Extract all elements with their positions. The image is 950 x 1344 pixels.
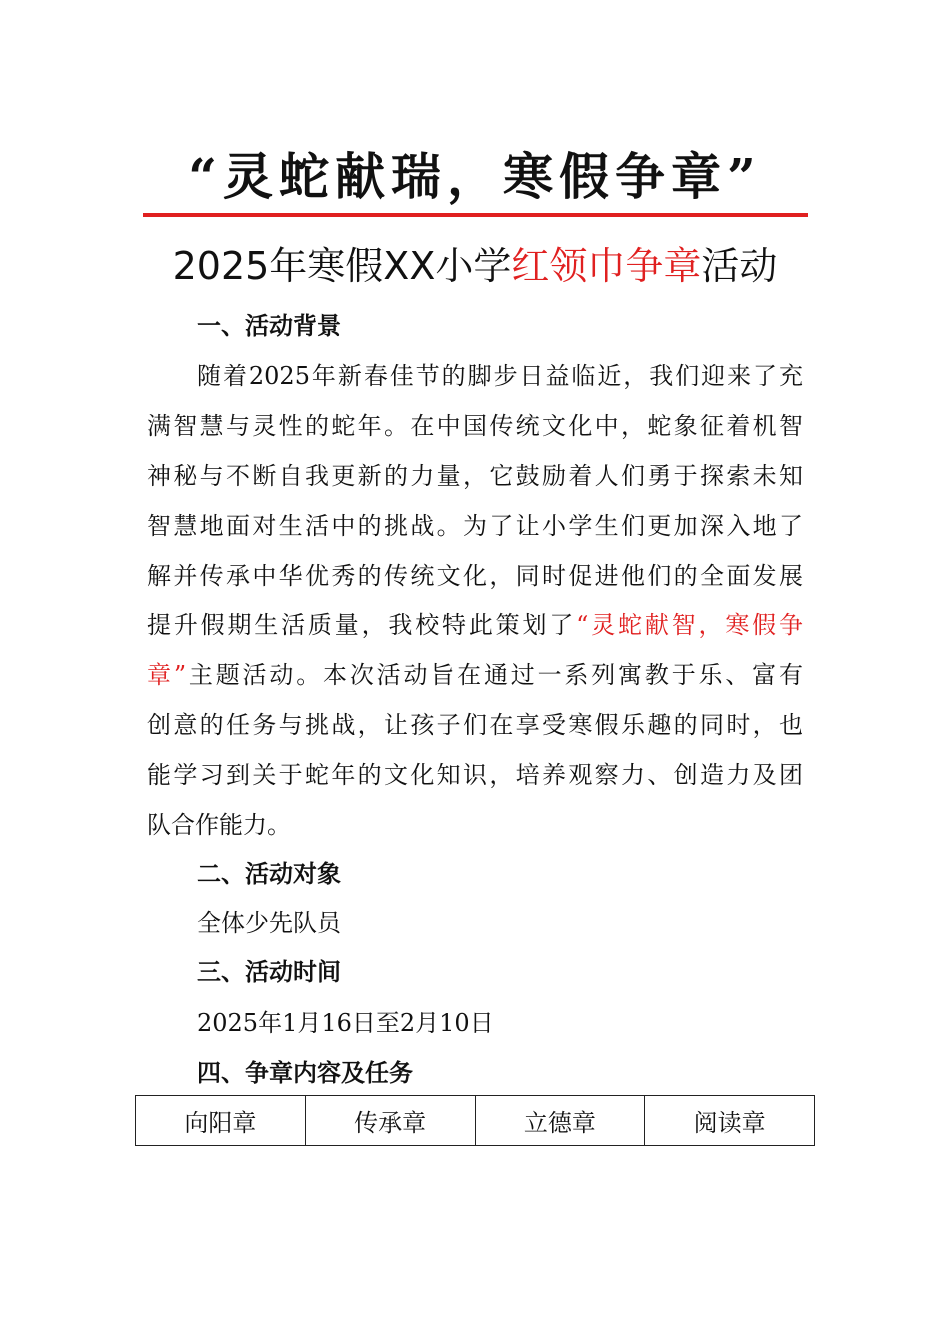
section-4-heading: 四、争章内容及任务 <box>197 1059 413 1087</box>
badge-cell-yuedu: 阅读章 <box>645 1096 815 1146</box>
background-line-8: 创意的任务与挑战，让孩子们在享受寒假乐趣的同时，也 <box>147 711 803 739</box>
badge-cell-lide: 立德章 <box>475 1096 645 1146</box>
background-line-9: 能学习到关于蛇年的文化知识，培养观察力、创造力及团 <box>147 761 803 789</box>
document-title <box>0 238 950 294</box>
title-highlight: 红领巾争章 <box>511 244 702 288</box>
section-3-heading: 三、活动时间 <box>197 958 341 986</box>
background-line-10: 队合作能力。 <box>147 811 291 839</box>
background-line-3: 神秘与不断自我更新的力量，它鼓励着人们勇于探索未知 <box>147 462 803 490</box>
background-line-5: 解并传承中华优秀的传统文化，同时促进他们的全面发展 <box>147 562 803 590</box>
badge-cell-xiangyang: 向阳章 <box>136 1096 306 1146</box>
theme-name-end: 章” <box>147 661 187 689</box>
section-1-heading: 一、活动背景 <box>197 312 341 340</box>
title-part-1: 2025年寒假XX小学 <box>172 244 512 288</box>
background-line-1: 随着2025年新春佳节的脚步日益临近，我们迎来了充 <box>197 362 803 390</box>
background-line-4: 智慧地面对生活中的挑战。为了让小学生们更加深入地了 <box>147 512 803 540</box>
background-line-7 <box>147 658 803 692</box>
activity-dates: 2025年1月16日至2月10日 <box>197 1009 494 1037</box>
red-divider <box>143 213 808 217</box>
theme-name-start: “灵蛇献智，寒假争 <box>576 611 803 639</box>
badge-cell-chuancheng: 传承章 <box>305 1096 475 1146</box>
line-6-text: 提升假期生活质量，我校特此策划了 <box>147 611 577 639</box>
background-line-6 <box>147 608 803 642</box>
line-7-text: 主题活动。本次活动旨在通过一系列寓教于乐、富有 <box>186 661 803 689</box>
slogan-title: “灵蛇献瑞，寒假争章” <box>188 147 762 206</box>
target-audience: 全体少先队员 <box>197 909 341 937</box>
background-line-2: 满智慧与灵性的蛇年。在中国传统文化中，蛇象征着机智 <box>147 412 803 440</box>
section-2-heading: 二、活动对象 <box>197 860 341 888</box>
title-part-3: 活动 <box>701 244 778 288</box>
badge-table <box>135 1095 815 1146</box>
table-row <box>136 1096 815 1146</box>
